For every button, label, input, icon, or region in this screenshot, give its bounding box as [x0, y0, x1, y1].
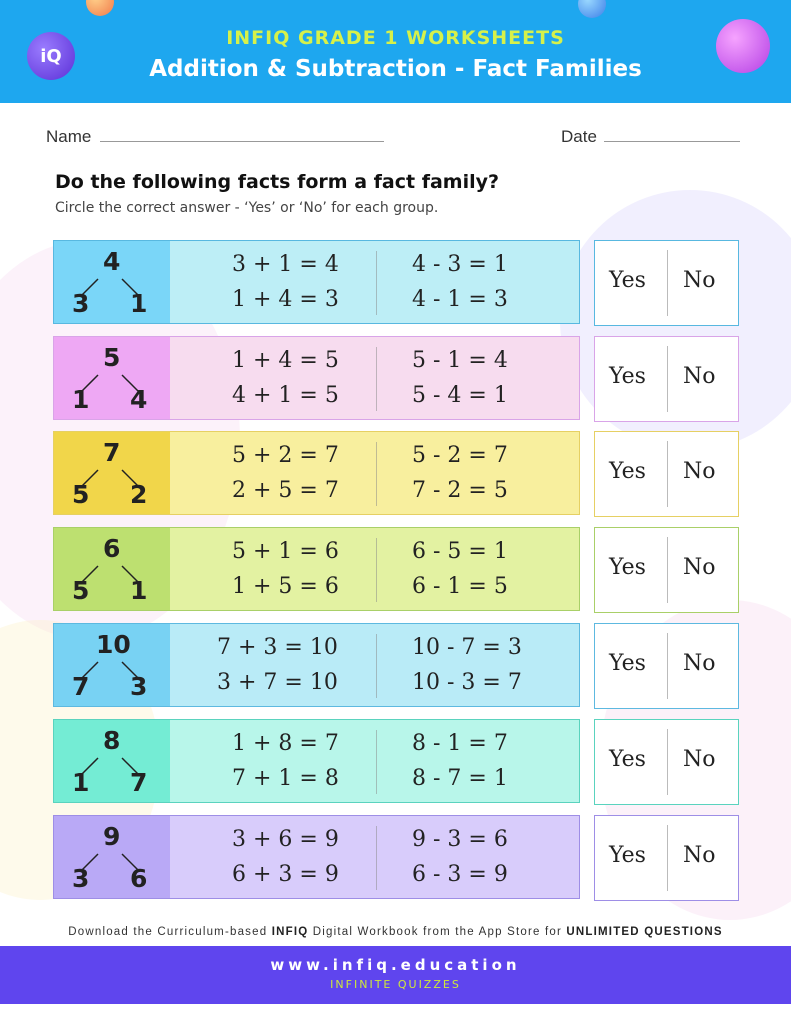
answer-box	[594, 815, 739, 901]
fact-family-box	[53, 623, 580, 707]
answer-divider	[667, 346, 668, 412]
footer-url[interactable]: www.infiq.education	[270, 956, 521, 974]
triangle-right-number: 4	[130, 385, 148, 414]
date-line[interactable]	[604, 141, 740, 142]
triangle-left-number: 7	[72, 672, 90, 701]
triangle-left-number: 3	[72, 864, 90, 893]
number-triangle	[54, 720, 170, 802]
yes-option[interactable]: Yes	[609, 747, 646, 772]
triangle-top-number: 5	[103, 343, 121, 372]
fact-family-box	[53, 240, 580, 324]
triangle-right-number: 1	[130, 289, 148, 318]
answer-divider	[667, 441, 668, 507]
yes-option[interactable]: Yes	[609, 651, 646, 676]
subtraction-fact: 10 - 7 = 3	[412, 635, 522, 660]
subtraction-fact: 5 - 1 = 4	[412, 348, 508, 373]
addition-fact: 1 + 4 = 5	[232, 348, 339, 373]
instruction-subtitle: Circle the correct answer - ‘Yes’ or ‘No’ for each group.	[55, 200, 439, 216]
triangle-left-number: 5	[72, 576, 90, 605]
number-triangle	[54, 241, 170, 323]
yes-option[interactable]: Yes	[609, 268, 646, 293]
answer-box	[594, 527, 739, 613]
name-label: Name	[46, 127, 92, 146]
fact-family-row	[53, 815, 739, 901]
fact-family-row	[53, 431, 739, 517]
subtraction-fact: 8 - 1 = 7	[412, 731, 508, 756]
addition-fact: 4 + 1 = 5	[232, 383, 339, 408]
addition-fact: 3 + 7 = 10	[217, 670, 338, 695]
subtraction-fact: 5 - 4 = 1	[412, 383, 508, 408]
date-label: Date	[561, 127, 597, 146]
triangle-right-number: 6	[130, 864, 148, 893]
name-line[interactable]	[100, 141, 384, 142]
triangle-right-number: 1	[130, 576, 148, 605]
yes-option[interactable]: Yes	[609, 843, 646, 868]
yes-option[interactable]: Yes	[609, 459, 646, 484]
decorative-ball-icon	[716, 19, 770, 73]
no-option[interactable]: No	[683, 843, 716, 868]
fact-family-box	[53, 815, 580, 899]
fact-family-row	[53, 719, 739, 805]
fact-divider	[376, 251, 377, 315]
triangle-left-number: 1	[72, 768, 90, 797]
triangle-top-number: 10	[96, 630, 131, 659]
no-option[interactable]: No	[683, 268, 716, 293]
fact-divider	[376, 730, 377, 794]
addition-fact: 6 + 3 = 9	[232, 862, 339, 887]
number-triangle	[54, 528, 170, 610]
answer-box	[594, 240, 739, 326]
triangle-top-number: 6	[103, 534, 121, 563]
fact-family-box	[53, 431, 580, 515]
subtraction-fact: 7 - 2 = 5	[412, 478, 508, 503]
worksheet-title: Addition & Subtraction - Fact Families	[149, 56, 642, 82]
triangle-top-number: 4	[103, 247, 121, 276]
answer-divider	[667, 729, 668, 795]
decorative-ball-icon	[578, 0, 606, 18]
fact-family-row	[53, 527, 739, 613]
addition-fact: 5 + 2 = 7	[232, 443, 339, 468]
fact-family-row	[53, 623, 739, 709]
worksheet-series: INFIQ GRADE 1 WORKSHEETS	[226, 27, 565, 49]
triangle-top-number: 8	[103, 726, 121, 755]
answer-divider	[667, 250, 668, 316]
addition-fact: 1 + 5 = 6	[232, 574, 339, 599]
triangle-left-number: 1	[72, 385, 90, 414]
addition-fact: 1 + 8 = 7	[232, 731, 339, 756]
answer-box	[594, 719, 739, 805]
answer-divider	[667, 537, 668, 603]
subtraction-fact: 6 - 1 = 5	[412, 574, 508, 599]
fact-family-box	[53, 719, 580, 803]
worksheet-footer	[0, 946, 791, 1004]
triangle-top-number: 7	[103, 438, 121, 467]
download-note: Download the Curriculum-based INFIQ Digital Workbook from the App Store for UNLIMITED QUESTIONS	[68, 926, 723, 938]
no-option[interactable]: No	[683, 364, 716, 389]
instruction-title: Do the following facts form a fact family?	[55, 171, 500, 193]
triangle-top-number: 9	[103, 822, 121, 851]
addition-fact: 7 + 3 = 10	[217, 635, 338, 660]
yes-option[interactable]: Yes	[609, 364, 646, 389]
subtraction-fact: 6 - 5 = 1	[412, 539, 508, 564]
answer-box	[594, 623, 739, 709]
subtraction-fact: 4 - 1 = 3	[412, 287, 508, 312]
addition-fact: 1 + 4 = 3	[232, 287, 339, 312]
triangle-right-number: 7	[130, 768, 148, 797]
decorative-ball-icon	[86, 0, 114, 16]
no-option[interactable]: No	[683, 555, 716, 580]
answer-divider	[667, 633, 668, 699]
addition-fact: 3 + 1 = 4	[232, 252, 339, 277]
number-triangle	[54, 337, 170, 419]
addition-fact: 7 + 1 = 8	[232, 766, 339, 791]
no-option[interactable]: No	[683, 459, 716, 484]
subtraction-fact: 4 - 3 = 1	[412, 252, 508, 277]
footer-tagline: INFINITE QUIZZES	[330, 978, 461, 991]
addition-fact: 3 + 6 = 9	[232, 827, 339, 852]
addition-fact: 2 + 5 = 7	[232, 478, 339, 503]
number-triangle	[54, 816, 170, 898]
subtraction-fact: 8 - 7 = 1	[412, 766, 508, 791]
number-triangle	[54, 624, 170, 706]
no-option[interactable]: No	[683, 747, 716, 772]
addition-fact: 5 + 1 = 6	[232, 539, 339, 564]
subtraction-fact: 10 - 3 = 7	[412, 670, 522, 695]
triangle-left-number: 3	[72, 289, 90, 318]
subtraction-fact: 6 - 3 = 9	[412, 862, 508, 887]
infiq-logo: iQ	[27, 32, 75, 80]
answer-box	[594, 431, 739, 517]
fact-divider	[376, 826, 377, 890]
answer-divider	[667, 825, 668, 891]
fact-divider	[376, 634, 377, 698]
subtraction-fact: 9 - 3 = 6	[412, 827, 508, 852]
fact-family-row	[53, 240, 739, 326]
fact-family-box	[53, 336, 580, 420]
number-triangle	[54, 432, 170, 514]
triangle-right-number: 2	[130, 480, 148, 509]
subtraction-fact: 5 - 2 = 7	[412, 443, 508, 468]
triangle-left-number: 5	[72, 480, 90, 509]
yes-option[interactable]: Yes	[609, 555, 646, 580]
fact-family-box	[53, 527, 580, 611]
fact-divider	[376, 442, 377, 506]
fact-family-row	[53, 336, 739, 422]
fact-divider	[376, 538, 377, 602]
triangle-right-number: 3	[130, 672, 148, 701]
answer-box	[594, 336, 739, 422]
fact-divider	[376, 347, 377, 411]
no-option[interactable]: No	[683, 651, 716, 676]
worksheet-header	[0, 0, 791, 103]
